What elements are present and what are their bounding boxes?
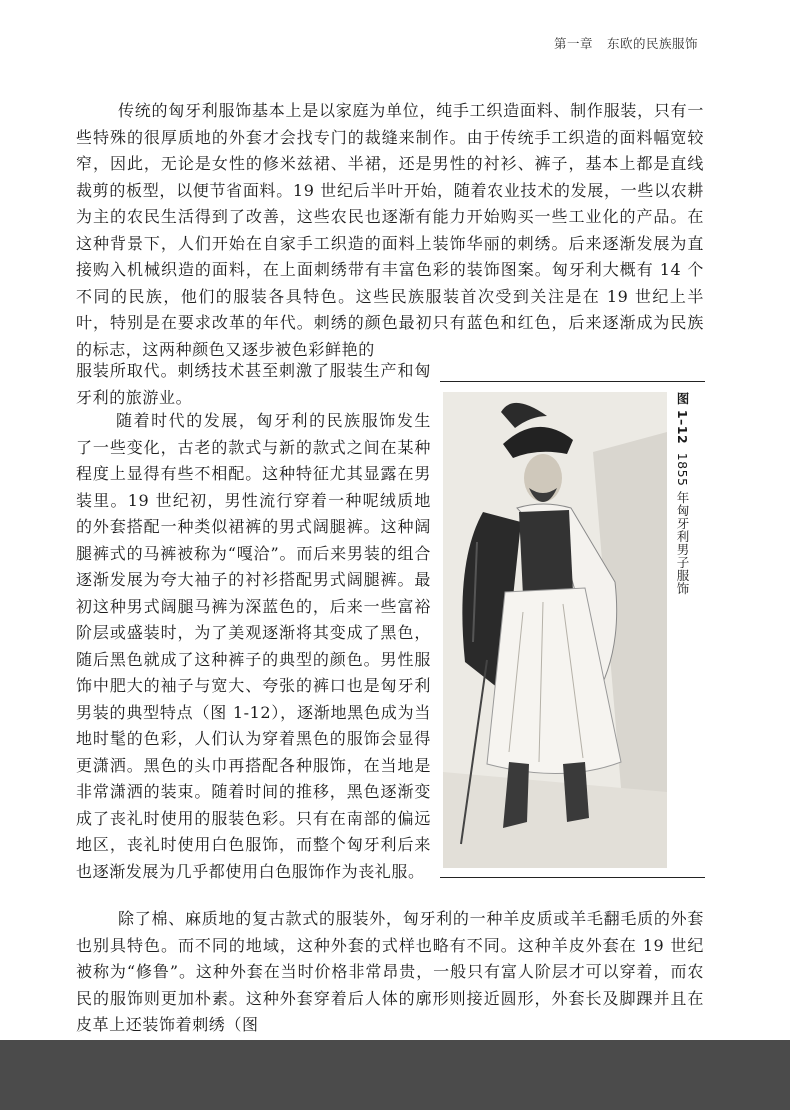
footer-band	[0, 1040, 790, 1110]
paragraph-1-tail: 服装所取代。刺绣技术甚至刺激了服装生产和匈牙利的旅游业。	[76, 361, 431, 407]
figure-number: 图 1–12	[675, 392, 690, 445]
paragraph-3: 除了棉、麻质地的复古款式的服装外，匈牙利的一种羊皮质或羊毛翻毛质的外套也别具特色。而不同的地域，这种外套的式样也略有不同。这种羊皮外套在 19 世纪被称为“修鲁”。这种外套在当时价格非常昂贵，一般只有富人阶层才可以穿着，而农民的服饰则更加朴素。这种外套穿着后人体的廓形则接近圆形，外套长及脚踝并且在皮革上还装饰着刺绣（图	[76, 909, 704, 1034]
figure-top-rule	[440, 381, 705, 382]
running-header	[540, 34, 698, 52]
paragraph-2: 随着时代的发展，匈牙利的民族服饰发生了一些变化，古老的款式与新的款式之间在某种程度上显得有些不相配。这种特征尤其显露在男装里。19 世纪初，男性流行穿着一种呢绒质地的外套搭配一种类似裙裤的男式阔腿裤。这种阔腿裤式的马裤被称为“嘎洽”。而后来男装的组合逐渐发展为夸大袖子的衬衫搭配男式阔腿裤。最初这种男式阔腿马裤为深蓝色的，后来一些富裕阶层或盛装时，为了美观逐渐将其变成了黑色，随后黑色就成了这种裤子的典型的颜色。男性服饰中肥大的袖子与宽大、夸张的裤口也是匈牙利男装的典型特点（图 1-12），逐渐地黑色成为当地时髦的色彩，人们认为穿着黑色的服饰会显得更潇洒。黑色的头巾再搭配各种服饰，在当地是非常潇洒的装束。随着时间的推移，黑色逐渐变成了丧礼时使用的服装色彩。只有在南部的偏远地区，丧礼时使用白色服饰，而整个匈牙利后来也逐渐发展为几乎都使用白色服饰作为丧礼服。	[76, 411, 431, 881]
figure-bottom-rule	[440, 877, 705, 878]
figure-caption-text: 1855 年匈牙利男子服饰	[675, 452, 690, 595]
chapter-title: 东欧的民族服饰	[606, 36, 698, 51]
chapter-number: 第一章	[553, 36, 593, 51]
figure-caption	[673, 392, 691, 595]
figure-illustration	[443, 392, 667, 868]
paragraph-1: 传统的匈牙利服饰基本上是以家庭为单位，纯手工织造面料、制作服装，只有一些特殊的很厚质地的外套才会找专门的裁缝来制作。由于传统手工织造的面料幅宽较窄，因此，无论是女性的修米兹裙、半裙，还是男性的衬衫、裤子，基本上都是直线裁剪的板型，以便节省面料。19 世纪后半叶开始，随着农业技术的发展，一些以农耕为主的农民生活得到了改善，这些农民也逐渐有能力开始购买一些工业化的产品。在这种背景下，人们开始在自家手工织造的面料上装饰华丽的刺绣。后来逐渐发展为直接购入机械织造的面料，在上面刺绣带有丰富色彩的装饰图案。匈牙利大概有 14 个不同的民族，他们的服装各具特色。这些民族服装首次受到关注是在 19 世纪上半叶，特别是在要求改革的年代。刺绣的颜色最初只有蓝色和红色，后来逐渐成为民族的标志，这两种颜色又逐步被色彩鲜艳的	[76, 101, 704, 359]
hungarian-man-illustration	[443, 392, 667, 868]
